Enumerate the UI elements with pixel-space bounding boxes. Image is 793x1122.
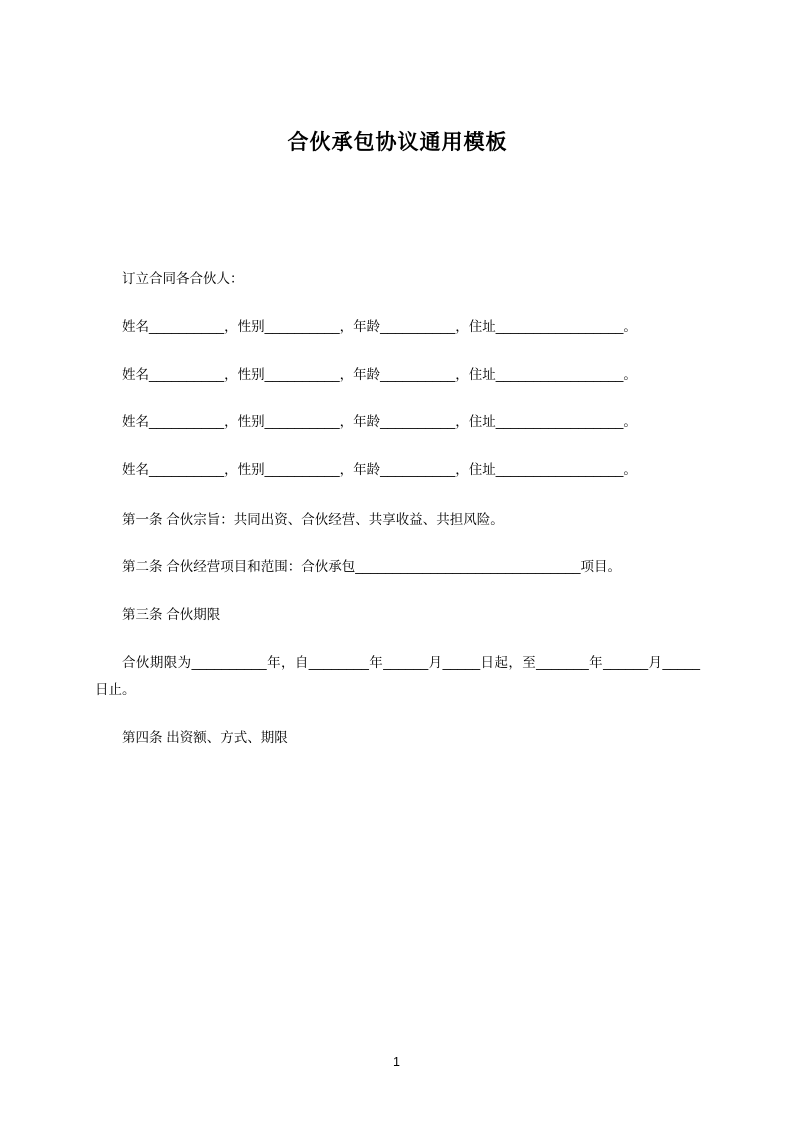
page-number: 1 bbox=[393, 1055, 400, 1069]
paragraph-partner-4: 姓名__________，性别__________，年龄__________，住址_________________。 bbox=[122, 462, 637, 478]
document-body bbox=[95, 265, 700, 751]
paragraph-article-3-body: 合伙期限为__________年，自________年______月_____日起，至_______年______月_____日止。 bbox=[95, 654, 700, 698]
paragraph-article-3-title: 第三条 合伙期限 bbox=[122, 607, 221, 623]
document-content bbox=[95, 0, 700, 772]
page-title: 合伙承包协议通用模板 bbox=[287, 131, 508, 154]
paragraph-article-4-title: 第四条 出资额、方式、期限 bbox=[122, 730, 288, 746]
paragraph-partner-1: 姓名__________，性别__________，年龄__________，住址_________________。 bbox=[122, 319, 637, 335]
paragraph-partner-2: 姓名__________，性别__________，年龄__________，住址_________________。 bbox=[122, 366, 637, 382]
paragraph-article-2: 第二条 合伙经营项目和范围：合伙承包______________________________项目。 bbox=[122, 559, 621, 575]
paragraph-article-1: 第一条 合伙宗旨：共同出资、合伙经营、共享收益、共担风险。 bbox=[122, 511, 504, 527]
paragraph-partner-3: 姓名__________，性别__________，年龄__________，住址_________________。 bbox=[122, 414, 637, 430]
paragraph-intro: 订立合同各合伙人： bbox=[122, 271, 244, 287]
